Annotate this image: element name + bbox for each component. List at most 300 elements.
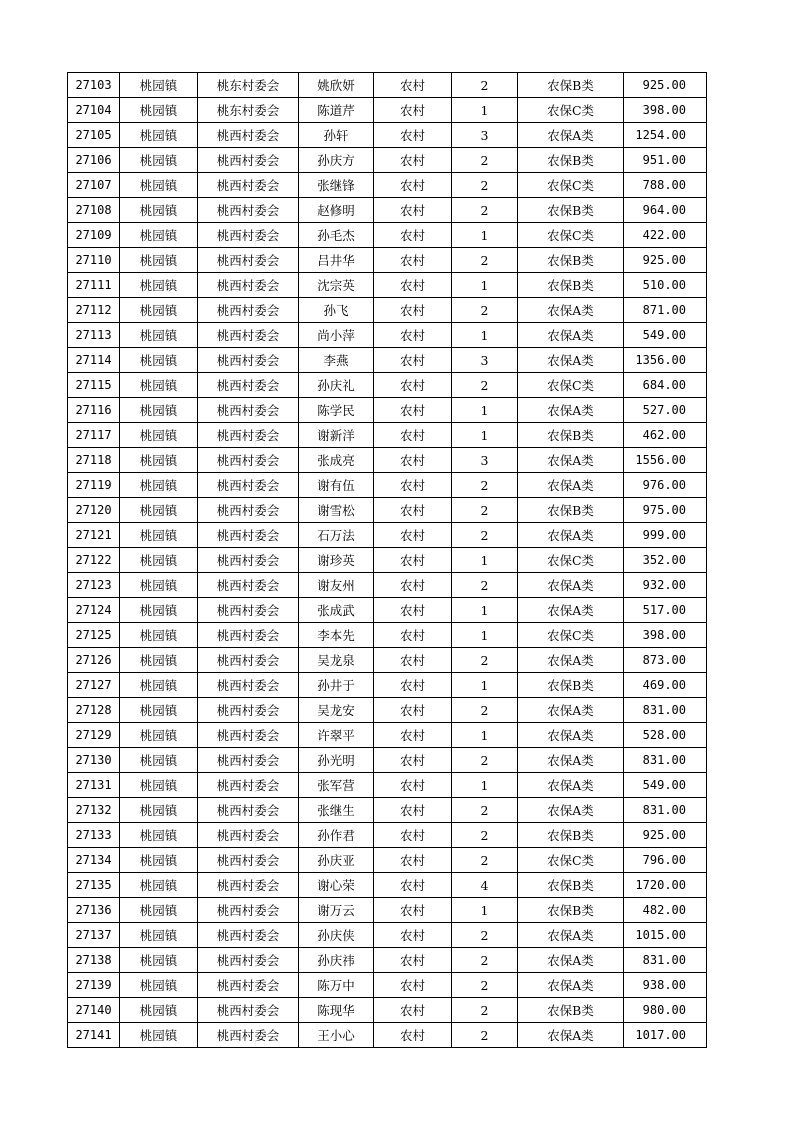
name-cell: 张继生	[299, 798, 374, 823]
amount-cell: 932.00	[624, 573, 707, 598]
table-row	[68, 523, 707, 548]
count-cell: 2	[452, 1023, 518, 1048]
name-cell: 张成亮	[299, 448, 374, 473]
name-cell: 李本先	[299, 623, 374, 648]
count-cell: 1	[452, 98, 518, 123]
name-cell: 孙飞	[299, 298, 374, 323]
name-cell: 孙庆侠	[299, 923, 374, 948]
table-row	[68, 848, 707, 873]
id-cell: 27134	[68, 848, 120, 873]
count-cell: 2	[452, 823, 518, 848]
table-row	[68, 948, 707, 973]
id-cell: 27108	[68, 198, 120, 223]
count-cell: 2	[452, 923, 518, 948]
name-cell: 吴龙泉	[299, 648, 374, 673]
category-cell: 农保B类	[518, 873, 624, 898]
village-cell: 桃西村委会	[198, 648, 299, 673]
area-cell: 农村	[374, 823, 452, 848]
village-cell: 桃西村委会	[198, 748, 299, 773]
category-cell: 农保C类	[518, 223, 624, 248]
table-row	[68, 748, 707, 773]
name-cell: 石万法	[299, 523, 374, 548]
town-cell: 桃园镇	[120, 798, 198, 823]
amount-cell: 964.00	[624, 198, 707, 223]
table-row	[68, 373, 707, 398]
village-cell: 桃西村委会	[198, 673, 299, 698]
area-cell: 农村	[374, 923, 452, 948]
table-row	[68, 673, 707, 698]
town-cell: 桃园镇	[120, 873, 198, 898]
count-cell: 2	[452, 748, 518, 773]
town-cell: 桃园镇	[120, 73, 198, 98]
table-row	[68, 1023, 707, 1048]
id-cell: 27131	[68, 773, 120, 798]
table-row	[68, 398, 707, 423]
village-cell: 桃西村委会	[198, 123, 299, 148]
area-cell: 农村	[374, 723, 452, 748]
category-cell: 农保A类	[518, 123, 624, 148]
category-cell: 农保C类	[518, 623, 624, 648]
amount-cell: 938.00	[624, 973, 707, 998]
table-row	[68, 148, 707, 173]
id-cell: 27138	[68, 948, 120, 973]
town-cell: 桃园镇	[120, 348, 198, 373]
count-cell: 1	[452, 623, 518, 648]
village-cell: 桃西村委会	[198, 948, 299, 973]
table-row	[68, 548, 707, 573]
area-cell: 农村	[374, 623, 452, 648]
category-cell: 农保A类	[518, 973, 624, 998]
town-cell: 桃园镇	[120, 423, 198, 448]
table-row	[68, 323, 707, 348]
id-cell: 27120	[68, 498, 120, 523]
category-cell: 农保A类	[518, 573, 624, 598]
name-cell: 孙毛杰	[299, 223, 374, 248]
table-row	[68, 123, 707, 148]
name-cell: 张军营	[299, 773, 374, 798]
name-cell: 吕井华	[299, 248, 374, 273]
id-cell: 27137	[68, 923, 120, 948]
category-cell: 农保B类	[518, 498, 624, 523]
id-cell: 27109	[68, 223, 120, 248]
area-cell: 农村	[374, 248, 452, 273]
count-cell: 2	[452, 498, 518, 523]
id-cell: 27133	[68, 823, 120, 848]
category-cell: 农保C类	[518, 373, 624, 398]
name-cell: 许翠平	[299, 723, 374, 748]
count-cell: 2	[452, 523, 518, 548]
category-cell: 农保A类	[518, 523, 624, 548]
id-cell: 27118	[68, 448, 120, 473]
category-cell: 农保C类	[518, 548, 624, 573]
category-cell: 农保A类	[518, 798, 624, 823]
count-cell: 2	[452, 648, 518, 673]
amount-cell: 684.00	[624, 373, 707, 398]
village-cell: 桃西村委会	[198, 548, 299, 573]
town-cell: 桃园镇	[120, 848, 198, 873]
town-cell: 桃园镇	[120, 723, 198, 748]
count-cell: 2	[452, 173, 518, 198]
id-cell: 27104	[68, 98, 120, 123]
count-cell: 2	[452, 973, 518, 998]
category-cell: 农保A类	[518, 773, 624, 798]
amount-cell: 1015.00	[624, 923, 707, 948]
table-row	[68, 898, 707, 923]
name-cell: 孙庆方	[299, 148, 374, 173]
category-cell: 农保C类	[518, 173, 624, 198]
town-cell: 桃园镇	[120, 948, 198, 973]
area-cell: 农村	[374, 348, 452, 373]
village-cell: 桃西村委会	[198, 323, 299, 348]
count-cell: 2	[452, 148, 518, 173]
town-cell: 桃园镇	[120, 623, 198, 648]
area-cell: 农村	[374, 673, 452, 698]
village-cell: 桃西村委会	[198, 198, 299, 223]
count-cell: 1	[452, 598, 518, 623]
category-cell: 农保C类	[518, 848, 624, 873]
town-cell: 桃园镇	[120, 323, 198, 348]
name-cell: 孙光明	[299, 748, 374, 773]
name-cell: 吴龙安	[299, 698, 374, 723]
village-cell: 桃西村委会	[198, 1023, 299, 1048]
id-cell: 27110	[68, 248, 120, 273]
count-cell: 1	[452, 773, 518, 798]
id-cell: 27107	[68, 173, 120, 198]
count-cell: 1	[452, 673, 518, 698]
table-row	[68, 73, 707, 98]
town-cell: 桃园镇	[120, 98, 198, 123]
count-cell: 1	[452, 423, 518, 448]
town-cell: 桃园镇	[120, 748, 198, 773]
id-cell: 27116	[68, 398, 120, 423]
count-cell: 1	[452, 398, 518, 423]
table-row	[68, 298, 707, 323]
town-cell: 桃园镇	[120, 698, 198, 723]
village-cell: 桃西村委会	[198, 373, 299, 398]
category-cell: 农保C类	[518, 98, 624, 123]
table-row	[68, 423, 707, 448]
amount-cell: 871.00	[624, 298, 707, 323]
name-cell: 张继锋	[299, 173, 374, 198]
area-cell: 农村	[374, 698, 452, 723]
count-cell: 2	[452, 573, 518, 598]
id-cell: 27121	[68, 523, 120, 548]
table-row	[68, 348, 707, 373]
amount-cell: 462.00	[624, 423, 707, 448]
count-cell: 2	[452, 848, 518, 873]
name-cell: 李燕	[299, 348, 374, 373]
category-cell: 农保A类	[518, 323, 624, 348]
village-cell: 桃西村委会	[198, 998, 299, 1023]
table-row	[68, 448, 707, 473]
town-cell: 桃园镇	[120, 823, 198, 848]
village-cell: 桃西村委会	[198, 848, 299, 873]
town-cell: 桃园镇	[120, 498, 198, 523]
village-cell: 桃西村委会	[198, 573, 299, 598]
name-cell: 姚欣妍	[299, 73, 374, 98]
town-cell: 桃园镇	[120, 123, 198, 148]
table-row	[68, 573, 707, 598]
id-cell: 27130	[68, 748, 120, 773]
area-cell: 农村	[374, 398, 452, 423]
count-cell: 1	[452, 223, 518, 248]
table-row	[68, 173, 707, 198]
town-cell: 桃园镇	[120, 898, 198, 923]
amount-cell: 999.00	[624, 523, 707, 548]
table-row	[68, 623, 707, 648]
name-cell: 陈现华	[299, 998, 374, 1023]
name-cell: 陈学民	[299, 398, 374, 423]
name-cell: 谢友州	[299, 573, 374, 598]
id-cell: 27112	[68, 298, 120, 323]
count-cell: 1	[452, 548, 518, 573]
area-cell: 农村	[374, 173, 452, 198]
town-cell: 桃园镇	[120, 248, 198, 273]
id-cell: 27103	[68, 73, 120, 98]
name-cell: 谢万云	[299, 898, 374, 923]
name-cell: 孙庆祎	[299, 948, 374, 973]
town-cell: 桃园镇	[120, 473, 198, 498]
id-cell: 27123	[68, 573, 120, 598]
table-row	[68, 273, 707, 298]
category-cell: 农保A类	[518, 723, 624, 748]
name-cell: 谢心荣	[299, 873, 374, 898]
name-cell: 赵修明	[299, 198, 374, 223]
id-cell: 27113	[68, 323, 120, 348]
name-cell: 孙作君	[299, 823, 374, 848]
area-cell: 农村	[374, 773, 452, 798]
area-cell: 农村	[374, 973, 452, 998]
count-cell: 1	[452, 898, 518, 923]
table-row	[68, 973, 707, 998]
id-cell: 27124	[68, 598, 120, 623]
category-cell: 农保A类	[518, 923, 624, 948]
amount-cell: 482.00	[624, 898, 707, 923]
category-cell: 农保A类	[518, 698, 624, 723]
id-cell: 27105	[68, 123, 120, 148]
id-cell: 27119	[68, 473, 120, 498]
area-cell: 农村	[374, 448, 452, 473]
village-cell: 桃西村委会	[198, 173, 299, 198]
table-row	[68, 923, 707, 948]
id-cell: 27106	[68, 148, 120, 173]
area-cell: 农村	[374, 648, 452, 673]
area-cell: 农村	[374, 98, 452, 123]
amount-cell: 796.00	[624, 848, 707, 873]
town-cell: 桃园镇	[120, 523, 198, 548]
amount-cell: 510.00	[624, 273, 707, 298]
id-cell: 27127	[68, 673, 120, 698]
area-cell: 农村	[374, 948, 452, 973]
town-cell: 桃园镇	[120, 298, 198, 323]
village-cell: 桃西村委会	[198, 498, 299, 523]
name-cell: 陈万中	[299, 973, 374, 998]
town-cell: 桃园镇	[120, 773, 198, 798]
town-cell: 桃园镇	[120, 573, 198, 598]
count-cell: 1	[452, 323, 518, 348]
table-body	[68, 73, 707, 1048]
area-cell: 农村	[374, 1023, 452, 1048]
area-cell: 农村	[374, 523, 452, 548]
town-cell: 桃园镇	[120, 598, 198, 623]
id-cell: 27125	[68, 623, 120, 648]
id-cell: 27114	[68, 348, 120, 373]
name-cell: 陈道芹	[299, 98, 374, 123]
category-cell: 农保A类	[518, 398, 624, 423]
area-cell: 农村	[374, 798, 452, 823]
area-cell: 农村	[374, 498, 452, 523]
amount-cell: 925.00	[624, 73, 707, 98]
town-cell: 桃园镇	[120, 998, 198, 1023]
amount-cell: 549.00	[624, 323, 707, 348]
village-cell: 桃西村委会	[198, 223, 299, 248]
table-row	[68, 98, 707, 123]
count-cell: 2	[452, 373, 518, 398]
name-cell: 张成武	[299, 598, 374, 623]
town-cell: 桃园镇	[120, 198, 198, 223]
name-cell: 谢珍英	[299, 548, 374, 573]
town-cell: 桃园镇	[120, 398, 198, 423]
amount-cell: 975.00	[624, 498, 707, 523]
count-cell: 3	[452, 448, 518, 473]
village-cell: 桃西村委会	[198, 248, 299, 273]
area-cell: 农村	[374, 423, 452, 448]
village-cell: 桃东村委会	[198, 98, 299, 123]
category-cell: 农保A类	[518, 473, 624, 498]
count-cell: 3	[452, 348, 518, 373]
table-row	[68, 498, 707, 523]
count-cell: 2	[452, 948, 518, 973]
name-cell: 孙庆礼	[299, 373, 374, 398]
count-cell: 2	[452, 798, 518, 823]
category-cell: 农保A类	[518, 648, 624, 673]
count-cell: 2	[452, 198, 518, 223]
id-cell: 27136	[68, 898, 120, 923]
id-cell: 27117	[68, 423, 120, 448]
area-cell: 农村	[374, 548, 452, 573]
village-cell: 桃东村委会	[198, 73, 299, 98]
town-cell: 桃园镇	[120, 373, 198, 398]
table-row	[68, 698, 707, 723]
village-cell: 桃西村委会	[198, 723, 299, 748]
category-cell: 农保B类	[518, 73, 624, 98]
village-cell: 桃西村委会	[198, 298, 299, 323]
village-cell: 桃西村委会	[198, 873, 299, 898]
id-cell: 27122	[68, 548, 120, 573]
table-row	[68, 223, 707, 248]
village-cell: 桃西村委会	[198, 923, 299, 948]
amount-cell: 873.00	[624, 648, 707, 673]
area-cell: 农村	[374, 73, 452, 98]
amount-cell: 422.00	[624, 223, 707, 248]
category-cell: 农保A类	[518, 448, 624, 473]
amount-cell: 831.00	[624, 798, 707, 823]
count-cell: 2	[452, 73, 518, 98]
count-cell: 2	[452, 698, 518, 723]
village-cell: 桃西村委会	[198, 823, 299, 848]
amount-cell: 980.00	[624, 998, 707, 1023]
category-cell: 农保B类	[518, 148, 624, 173]
category-cell: 农保B类	[518, 998, 624, 1023]
count-cell: 2	[452, 248, 518, 273]
amount-cell: 398.00	[624, 98, 707, 123]
village-cell: 桃西村委会	[198, 448, 299, 473]
table-row	[68, 473, 707, 498]
category-cell: 农保A类	[518, 1023, 624, 1048]
village-cell: 桃西村委会	[198, 973, 299, 998]
town-cell: 桃园镇	[120, 148, 198, 173]
name-cell: 尚小萍	[299, 323, 374, 348]
name-cell: 谢新洋	[299, 423, 374, 448]
area-cell: 农村	[374, 273, 452, 298]
amount-cell: 831.00	[624, 698, 707, 723]
category-cell: 农保B类	[518, 823, 624, 848]
category-cell: 农保B类	[518, 248, 624, 273]
amount-cell: 352.00	[624, 548, 707, 573]
town-cell: 桃园镇	[120, 923, 198, 948]
category-cell: 农保B类	[518, 423, 624, 448]
village-cell: 桃西村委会	[198, 148, 299, 173]
category-cell: 农保B类	[518, 198, 624, 223]
category-cell: 农保B类	[518, 898, 624, 923]
village-cell: 桃西村委会	[198, 348, 299, 373]
count-cell: 4	[452, 873, 518, 898]
id-cell: 27141	[68, 1023, 120, 1048]
count-cell: 2	[452, 473, 518, 498]
village-cell: 桃西村委会	[198, 398, 299, 423]
amount-cell: 951.00	[624, 148, 707, 173]
area-cell: 农村	[374, 998, 452, 1023]
id-cell: 27135	[68, 873, 120, 898]
amount-cell: 398.00	[624, 623, 707, 648]
id-cell: 27111	[68, 273, 120, 298]
town-cell: 桃园镇	[120, 548, 198, 573]
area-cell: 农村	[374, 848, 452, 873]
village-cell: 桃西村委会	[198, 273, 299, 298]
town-cell: 桃园镇	[120, 448, 198, 473]
amount-cell: 527.00	[624, 398, 707, 423]
village-cell: 桃西村委会	[198, 798, 299, 823]
category-cell: 农保A类	[518, 948, 624, 973]
amount-cell: 788.00	[624, 173, 707, 198]
table-row	[68, 598, 707, 623]
area-cell: 农村	[374, 123, 452, 148]
area-cell: 农村	[374, 223, 452, 248]
amount-cell: 831.00	[624, 748, 707, 773]
table-row	[68, 773, 707, 798]
table-row	[68, 723, 707, 748]
village-cell: 桃西村委会	[198, 473, 299, 498]
id-cell: 27132	[68, 798, 120, 823]
category-cell: 农保A类	[518, 748, 624, 773]
amount-cell: 1720.00	[624, 873, 707, 898]
category-cell: 农保A类	[518, 348, 624, 373]
town-cell: 桃园镇	[120, 973, 198, 998]
area-cell: 农村	[374, 873, 452, 898]
table-row	[68, 798, 707, 823]
village-cell: 桃西村委会	[198, 623, 299, 648]
name-cell: 王小心	[299, 1023, 374, 1048]
name-cell: 孙井于	[299, 673, 374, 698]
area-cell: 农村	[374, 148, 452, 173]
count-cell: 1	[452, 273, 518, 298]
category-cell: 农保A类	[518, 298, 624, 323]
village-cell: 桃西村委会	[198, 523, 299, 548]
amount-cell: 517.00	[624, 598, 707, 623]
area-cell: 农村	[374, 198, 452, 223]
town-cell: 桃园镇	[120, 223, 198, 248]
amount-cell: 925.00	[624, 823, 707, 848]
